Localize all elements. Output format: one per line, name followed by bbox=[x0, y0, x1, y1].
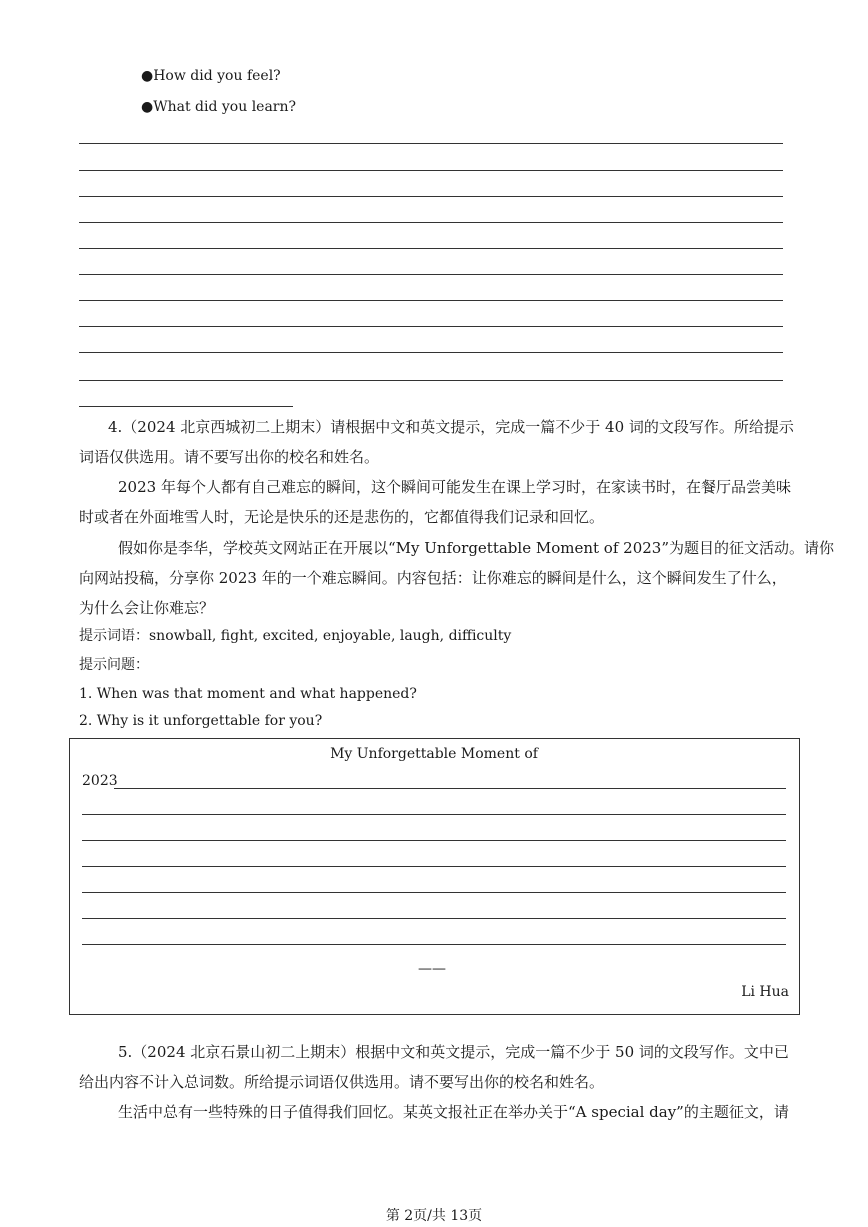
writing-line bbox=[79, 248, 783, 249]
q5-para1-line1: 生活中总有一些特殊的日子值得我们回忆。某英文报社正在举办关于“A special day”的主题征文，请 bbox=[118, 1103, 789, 1121]
writing-line bbox=[82, 866, 786, 867]
writing-line bbox=[79, 196, 783, 197]
bullet-what-learn: ●What did you learn? bbox=[141, 99, 297, 115]
q5-line2: 给出内容不计入总词数。所给提示词语仅供选用。请不要写出你的校名和姓名。 bbox=[79, 1073, 605, 1091]
writing-line bbox=[79, 222, 783, 223]
writing-line-short bbox=[79, 406, 293, 407]
q4-para2-line3: 为什么会让你难忘？ bbox=[79, 599, 215, 617]
q4-hint-questions-label: 提示问题： bbox=[79, 657, 149, 673]
bullet-how-feel: ●How did you feel? bbox=[141, 68, 281, 84]
writing-line bbox=[82, 892, 786, 893]
writing-line bbox=[79, 300, 783, 301]
q5-line1: 5.（2024 北京石景山初二上期末）根据中文和英文提示，完成一篇不少于 50 词的文段写作。文中已 bbox=[118, 1043, 789, 1061]
writing-line bbox=[82, 814, 786, 815]
q4-para1-line2: 时或者在外面堆雪人时，无论是快乐的还是悲伤的，它都值得我们记录和回忆。 bbox=[79, 508, 605, 526]
writing-line bbox=[79, 326, 783, 327]
answer-box-dash: —— bbox=[418, 961, 446, 977]
writing-line bbox=[79, 143, 783, 144]
answer-box-signature: Li Hua bbox=[741, 984, 789, 1000]
q4-hint-words: 提示词语：snowball, fight, excited, enjoyable, laugh, difficulty bbox=[79, 628, 512, 644]
q4-hint-q2: 2. Why is it unforgettable for you? bbox=[79, 713, 323, 729]
writing-line bbox=[79, 352, 783, 353]
q4-para2-line2: 向网站投稿，分享你 2023 年的一个难忘瞬间。内容包括：让你难忘的瞬间是什么，这个瞬间发生了什么， bbox=[79, 569, 787, 587]
q4-hint-q1: 1. When was that moment and what happened? bbox=[79, 686, 417, 702]
answer-box-title: My Unforgettable Moment of bbox=[330, 746, 538, 762]
page-number: 第 2页/共 13页 bbox=[385, 1208, 483, 1224]
writing-line bbox=[79, 274, 783, 275]
answer-box-year: 2023 bbox=[82, 773, 118, 789]
writing-line bbox=[82, 840, 786, 841]
q4-para1-line1: 2023 年每个人都有自己难忘的瞬间，这个瞬间可能发生在课上学习时，在家读书时，在餐厅品尝美味 bbox=[118, 478, 791, 496]
writing-line bbox=[82, 918, 786, 919]
q4-line1: 4.（2024 北京西城初二上期末）请根据中文和英文提示，完成一篇不少于 40 词的文段写作。所给提示 bbox=[108, 418, 794, 436]
writing-line bbox=[82, 944, 786, 945]
writing-line bbox=[79, 380, 783, 381]
q4-para2-line1: 假如你是李华，学校英文网站正在开展以“My Unforgettable Moment of 2023”为题目的征文活动。请你 bbox=[118, 539, 834, 557]
q4-line2: 词语仅供选用。请不要写出你的校名和姓名。 bbox=[79, 448, 380, 466]
writing-line bbox=[79, 170, 783, 171]
writing-line bbox=[114, 788, 786, 789]
